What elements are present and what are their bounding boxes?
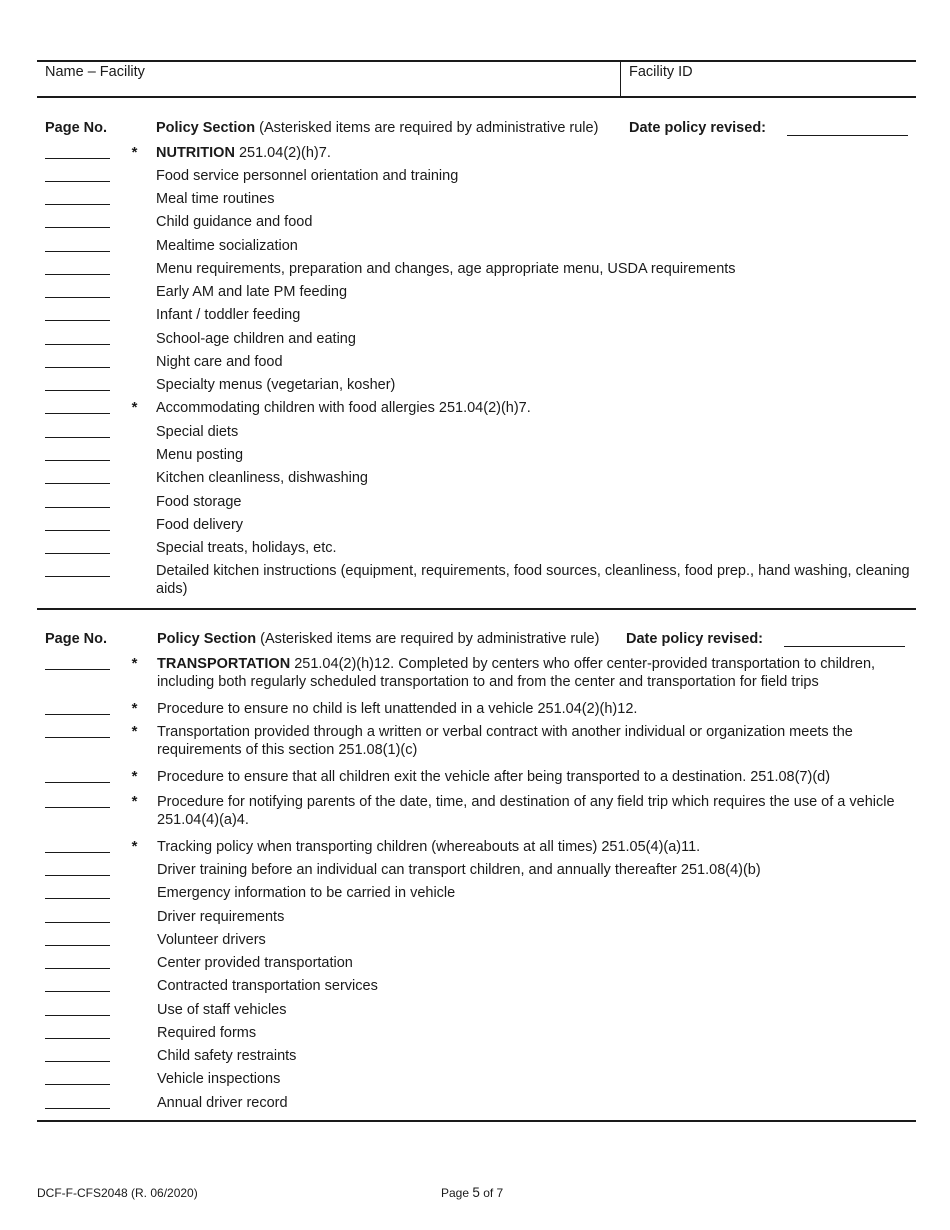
page-no-blank[interactable] <box>45 968 110 969</box>
policy-item-label: Procedure to ensure that all children exit the vehicle after being transported to a destination. 251.08(7)(d) <box>157 769 831 785</box>
section-header-transportation <box>0 631 950 651</box>
policy-item-text <box>156 306 911 324</box>
page-no-blank[interactable] <box>45 1015 110 1016</box>
policy-item-text <box>156 539 911 557</box>
policy-item-label: Emergency information to be carried in vehicle <box>157 885 456 901</box>
policy-item-label: Accommodating children with food allergies 251.04(2)(h)7. <box>156 400 531 416</box>
policy-item-label: Night care and food <box>156 354 283 370</box>
page-no-blank[interactable] <box>45 1061 110 1062</box>
policy-item-text <box>156 376 911 394</box>
policy-item-label: Food service personnel orientation and training <box>156 168 459 184</box>
policy-item-text <box>156 399 911 417</box>
policy-item-heading: TRANSPORTATION <box>157 656 291 672</box>
policy-item-text <box>157 954 912 972</box>
page-no-blank[interactable] <box>45 344 110 345</box>
policy-item-text <box>157 1094 912 1112</box>
policy-item-label: Tracking policy when transporting children (whereabouts at all times) 251.05(4)(a)11. <box>157 839 701 855</box>
date-policy-revised-label: Date policy revised: <box>629 120 766 136</box>
policy-item-text <box>157 861 912 879</box>
policy-item-text <box>157 1001 912 1019</box>
page-no-blank[interactable] <box>45 460 110 461</box>
policy-item-text <box>156 516 911 534</box>
policy-item-label: Driver training before an individual can transport children, and annually thereafter 251.08(4)(b) <box>157 862 761 878</box>
policy-item-label: 251.04(2)(h)12. Completed by centers who offer center-provided transportation to children, including both regularly scheduled transportation to and from the center and transportation for field trips <box>157 656 876 690</box>
policy-item-text <box>157 1047 912 1065</box>
policy-item-text <box>156 562 911 598</box>
section-divider <box>37 608 916 610</box>
required-asterisk: * <box>131 399 137 416</box>
page-no-blank[interactable] <box>45 922 110 923</box>
page-no-blank[interactable] <box>45 274 110 275</box>
date-policy-revised-field[interactable] <box>784 646 905 647</box>
page-no-blank[interactable] <box>45 945 110 946</box>
policy-item-label: Food delivery <box>156 517 244 533</box>
page-no-blank[interactable] <box>45 807 110 808</box>
policy-item-text <box>157 908 912 926</box>
page-prefix: Page <box>441 1186 473 1200</box>
policy-item-heading: NUTRITION <box>156 145 235 161</box>
policy-item-text <box>156 493 911 511</box>
page-no-blank[interactable] <box>45 737 110 738</box>
policy-item-text <box>156 330 911 348</box>
bottom-rule <box>37 1120 916 1122</box>
policy-item-label: Annual driver record <box>157 1095 288 1111</box>
policy-item-label: Contracted transportation services <box>157 978 378 994</box>
policy-section-label: Policy Section <box>157 631 257 647</box>
policy-section-label: Policy Section <box>156 120 256 136</box>
policy-item-text <box>156 213 911 231</box>
policy-item-text <box>157 768 912 786</box>
policy-item-text <box>156 283 911 301</box>
page-no-blank[interactable] <box>45 898 110 899</box>
header-divider <box>620 62 621 98</box>
policy-item-label: Child guidance and food <box>156 214 313 230</box>
required-asterisk: * <box>131 793 137 810</box>
policy-item-text <box>157 700 912 718</box>
policy-item-label: Special treats, holidays, etc. <box>156 540 337 556</box>
policy-item-text <box>157 1024 912 1042</box>
policy-item-label: Vehicle inspections <box>157 1071 281 1087</box>
page-no-blank[interactable] <box>45 553 110 554</box>
page-number: 5 <box>472 1185 480 1200</box>
policy-item-text <box>157 655 912 691</box>
page-no-blank[interactable] <box>45 413 110 414</box>
policy-section-header <box>156 120 598 136</box>
page-no-blank[interactable] <box>45 483 110 484</box>
policy-item-text <box>157 1070 912 1088</box>
page-no-blank[interactable] <box>45 297 110 298</box>
page-no-blank[interactable] <box>45 852 110 853</box>
facility-header <box>37 60 916 98</box>
policy-item-label: Specialty menus (vegetarian, kosher) <box>156 377 396 393</box>
page-no-blank[interactable] <box>45 991 110 992</box>
policy-section-note: (Asterisked items are required by administrative rule) <box>255 120 599 136</box>
policy-item-text <box>156 190 911 208</box>
policy-item-label: Food storage <box>156 494 242 510</box>
policy-item-label: Early AM and late PM feeding <box>156 284 348 300</box>
page-no-blank[interactable] <box>45 367 110 368</box>
page-no-blank[interactable] <box>45 158 110 159</box>
policy-item-label: Transportation provided through a written or verbal contract with another individual or organization meets the requirements of this section 251.08(1)(c) <box>157 724 853 758</box>
page-no-blank[interactable] <box>45 1108 110 1109</box>
page-no-blank[interactable] <box>45 530 110 531</box>
policy-item-label: Kitchen cleanliness, dishwashing <box>156 470 368 486</box>
policy-item-label: Volunteer drivers <box>157 932 266 948</box>
required-asterisk: * <box>131 838 137 855</box>
policy-item-text <box>157 838 912 856</box>
page-no-blank[interactable] <box>45 1038 110 1039</box>
page-no-header: Page No. <box>45 631 108 647</box>
policy-section-header <box>157 631 599 647</box>
date-policy-revised-field[interactable] <box>787 135 908 136</box>
page-no-blank[interactable] <box>45 320 110 321</box>
required-asterisk: * <box>131 700 137 717</box>
section-header-nutrition <box>0 120 950 140</box>
page-suffix: of 7 <box>479 1186 504 1200</box>
required-asterisk: * <box>131 768 137 785</box>
page-no-blank[interactable] <box>45 204 110 205</box>
page-no-header: Page No. <box>45 120 108 136</box>
policy-item-label: School-age children and eating <box>156 331 356 347</box>
policy-item-label: Special diets <box>156 424 239 440</box>
page-no-blank[interactable] <box>45 390 110 391</box>
policy-item-label: Child safety restraints <box>157 1048 297 1064</box>
policy-item-label: Mealtime socialization <box>156 238 298 254</box>
policy-item-label: Infant / toddler feeding <box>156 307 301 323</box>
page-no-blank[interactable] <box>45 714 110 715</box>
policy-item-label: Menu requirements, preparation and changes, age appropriate menu, USDA requirements <box>156 261 736 277</box>
policy-item-text <box>156 144 911 162</box>
policy-section-note: (Asterisked items are required by administrative rule) <box>256 631 600 647</box>
facility-id-field[interactable]: Facility ID <box>629 64 693 80</box>
policy-item-label: Center provided transportation <box>157 955 353 971</box>
policy-item-text <box>156 237 911 255</box>
date-policy-revised-label: Date policy revised: <box>626 631 763 647</box>
policy-item-text <box>156 423 911 441</box>
policy-item-label: 251.04(2)(h)7. <box>234 145 331 161</box>
page-no-blank[interactable] <box>45 437 110 438</box>
policy-item-text <box>157 931 912 949</box>
policy-item-text <box>156 353 911 371</box>
policy-item-text <box>157 884 912 902</box>
page-no-blank[interactable] <box>45 1084 110 1085</box>
policy-item-label: Use of staff vehicles <box>157 1002 287 1018</box>
form-id: DCF-F-CFS2048 (R. 06/2020) <box>37 1186 198 1200</box>
page-no-blank[interactable] <box>45 875 110 876</box>
policy-item-text <box>156 260 911 278</box>
page-no-blank[interactable] <box>45 782 110 783</box>
page-no-blank[interactable] <box>45 251 110 252</box>
policy-item-label: Detailed kitchen instructions (equipment, requirements, food sources, cleanliness, food prep., hand washing, cleaning aids) <box>156 563 910 597</box>
required-asterisk: * <box>131 655 137 672</box>
required-asterisk: * <box>131 723 137 740</box>
policy-item-label: Meal time routines <box>156 191 275 207</box>
policy-item-label: Procedure for notifying parents of the date, time, and destination of any field trip which requires the use of a vehicle 251.04(4)(a)4. <box>157 794 895 828</box>
page-no-blank[interactable] <box>45 227 110 228</box>
policy-item-text <box>156 167 911 185</box>
page-no-blank[interactable] <box>45 507 110 508</box>
policy-item-label: Menu posting <box>156 447 244 463</box>
policy-item-text <box>157 793 912 829</box>
policy-item-label: Required forms <box>157 1025 257 1041</box>
page-indicator <box>441 1185 503 1200</box>
name-facility-field[interactable]: Name – Facility <box>45 64 145 80</box>
policy-item-text <box>157 977 912 995</box>
policy-item-label: Procedure to ensure no child is left unattended in a vehicle 251.04(2)(h)12. <box>157 701 638 717</box>
page-no-blank[interactable] <box>45 669 110 670</box>
policy-item-text <box>156 446 911 464</box>
policy-item-label: Driver requirements <box>157 909 285 925</box>
page-no-blank[interactable] <box>45 576 110 577</box>
policy-item-text <box>156 469 911 487</box>
required-asterisk: * <box>131 144 137 161</box>
page-no-blank[interactable] <box>45 181 110 182</box>
policy-item-text <box>157 723 912 759</box>
